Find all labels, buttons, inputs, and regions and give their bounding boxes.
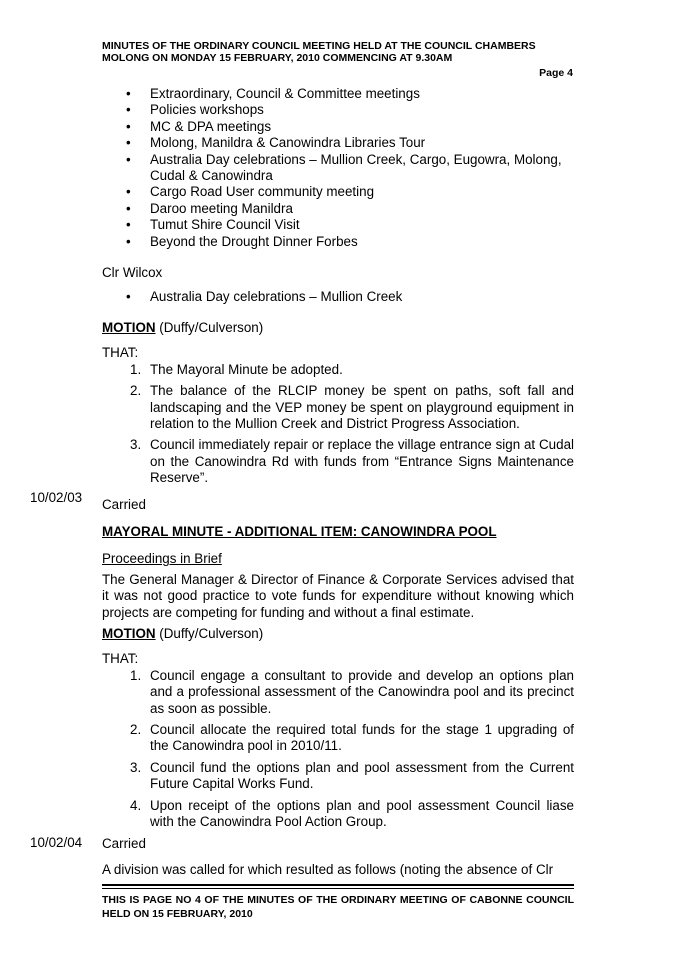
resolution-item: [130, 759, 574, 793]
clr-wilcox-label: Clr Wilcox: [102, 265, 163, 281]
resolution-item: [130, 667, 574, 717]
bullet-item: • Australia Day celebrations – Mullion Creek: [150, 289, 574, 305]
resolution-number-2: 10/02/04: [30, 835, 83, 850]
resolution-text: Council engage a consultant to provide and develop an options plan and a professional assessment of the Canowindra pool and its precinct as soon as possible.: [150, 667, 574, 716]
bullet-item: • Cargo Road User community meeting: [150, 184, 574, 200]
motion-label: MOTION: [102, 319, 156, 335]
resolution-item: [130, 722, 574, 755]
resolution-number: 4.: [130, 797, 142, 813]
motion-label: MOTION: [102, 625, 156, 641]
resolution-number: 3.: [130, 437, 142, 453]
motion-2: [102, 626, 574, 642]
resolution-item: [130, 437, 574, 486]
that-label-2: THAT:: [102, 651, 139, 667]
bullet-item: • Tumut Shire Council Visit: [150, 217, 574, 233]
motion-1: [102, 320, 574, 336]
proceedings-text: The General Manager & Director of Finance & Corporate Services advised that it was not good practice to vote funds for expenditure without knowing which projects are competing for funding and without a final estimate.: [102, 571, 574, 620]
carried-2: Carried: [102, 836, 146, 852]
division-text: A division was called for which resulted as follows (noting the absence of Clr: [102, 861, 554, 877]
footer-rule-thin: [102, 888, 574, 889]
resolutions-list-1: [102, 362, 574, 487]
document-header: [102, 40, 574, 64]
wilcox-activities-list: [102, 289, 574, 305]
resolution-item: [130, 797, 574, 831]
bullet-item: • Molong, Manildra & Canowindra Libraries Tour: [150, 135, 574, 151]
that-label-1: THAT:: [102, 345, 139, 361]
carried-1: Carried: [102, 496, 146, 512]
header-line-1: MINUTES OF THE ORDINARY COUNCIL MEETING HELD AT THE COUNCIL CHAMBERS: [102, 40, 536, 52]
header-line-2: MOLONG ON MONDAY 15 FEBRUARY, 2010 COMMENCING AT 9.30AM: [102, 52, 453, 64]
resolution-text: Council fund the options plan and pool assessment from the Current Future Capital Works Fund.: [150, 759, 574, 792]
motion-movers: (Duffy/Culverson): [155, 319, 264, 335]
resolution-number: 2.: [130, 722, 142, 737]
bullet-item: • Australia Day celebrations – Mullion Creek, Cargo, Eugowra, Molong, Cudal & Canowindra: [150, 152, 574, 185]
resolution-item: [130, 383, 574, 432]
resolution-text: Council allocate the required total funds for the stage 1 upgrading of the Canowindra pool in 2010/11.: [150, 722, 574, 754]
bullet-item: • Daroo meeting Manildra: [150, 201, 574, 217]
resolution-text: Upon receipt of the options plan and pool assessment Council liase with the Canowindra Pool Action Group.: [150, 797, 574, 830]
activities-list: [102, 86, 574, 250]
bullet-item: • Policies workshops: [150, 102, 574, 118]
bullet-item: • Extraordinary, Council & Committee meetings: [150, 86, 574, 102]
proceedings-label: Proceedings in Brief: [102, 551, 222, 567]
resolutions-list-2: [102, 668, 574, 831]
section-title: MAYORAL MINUTE - ADDITIONAL ITEM: CANOWINDRA POOL: [102, 523, 497, 539]
footer-rule: [102, 884, 574, 886]
resolution-number: 1.: [130, 361, 142, 377]
page-content: [102, 86, 574, 878]
resolution-number-1: 10/02/03: [30, 490, 83, 505]
resolution-number: 3.: [130, 759, 142, 775]
bullet-item: • MC & DPA meetings: [150, 119, 574, 135]
resolution-number: 1.: [130, 667, 142, 683]
resolution-item: [130, 361, 574, 378]
resolution-text: The Mayoral Minute be adopted.: [150, 361, 343, 377]
motion-movers: (Duffy/Culverson): [155, 625, 264, 641]
page-number: Page 4: [539, 67, 573, 79]
resolution-text: Council immediately repair or replace the village entrance sign at Cudal on the Canowindra Rd with funds from “Entrance Signs Maintenance Reserve”.: [150, 437, 574, 486]
footer-text: THIS IS PAGE NO 4 OF THE MINUTES OF THE ORDINARY MEETING OF CABONNE COUNCIL HELD ON 15 FEBRUARY, 2010: [102, 894, 574, 920]
bullet-item: • Beyond the Drought Dinner Forbes: [150, 234, 574, 250]
resolution-text: The balance of the RLCIP money be spent on paths, soft fall and landscaping and the VEP money be spent on playground equipment in relation to the Mullion Creek and District Progress Association.: [150, 383, 574, 431]
resolution-number: 2.: [130, 383, 142, 399]
